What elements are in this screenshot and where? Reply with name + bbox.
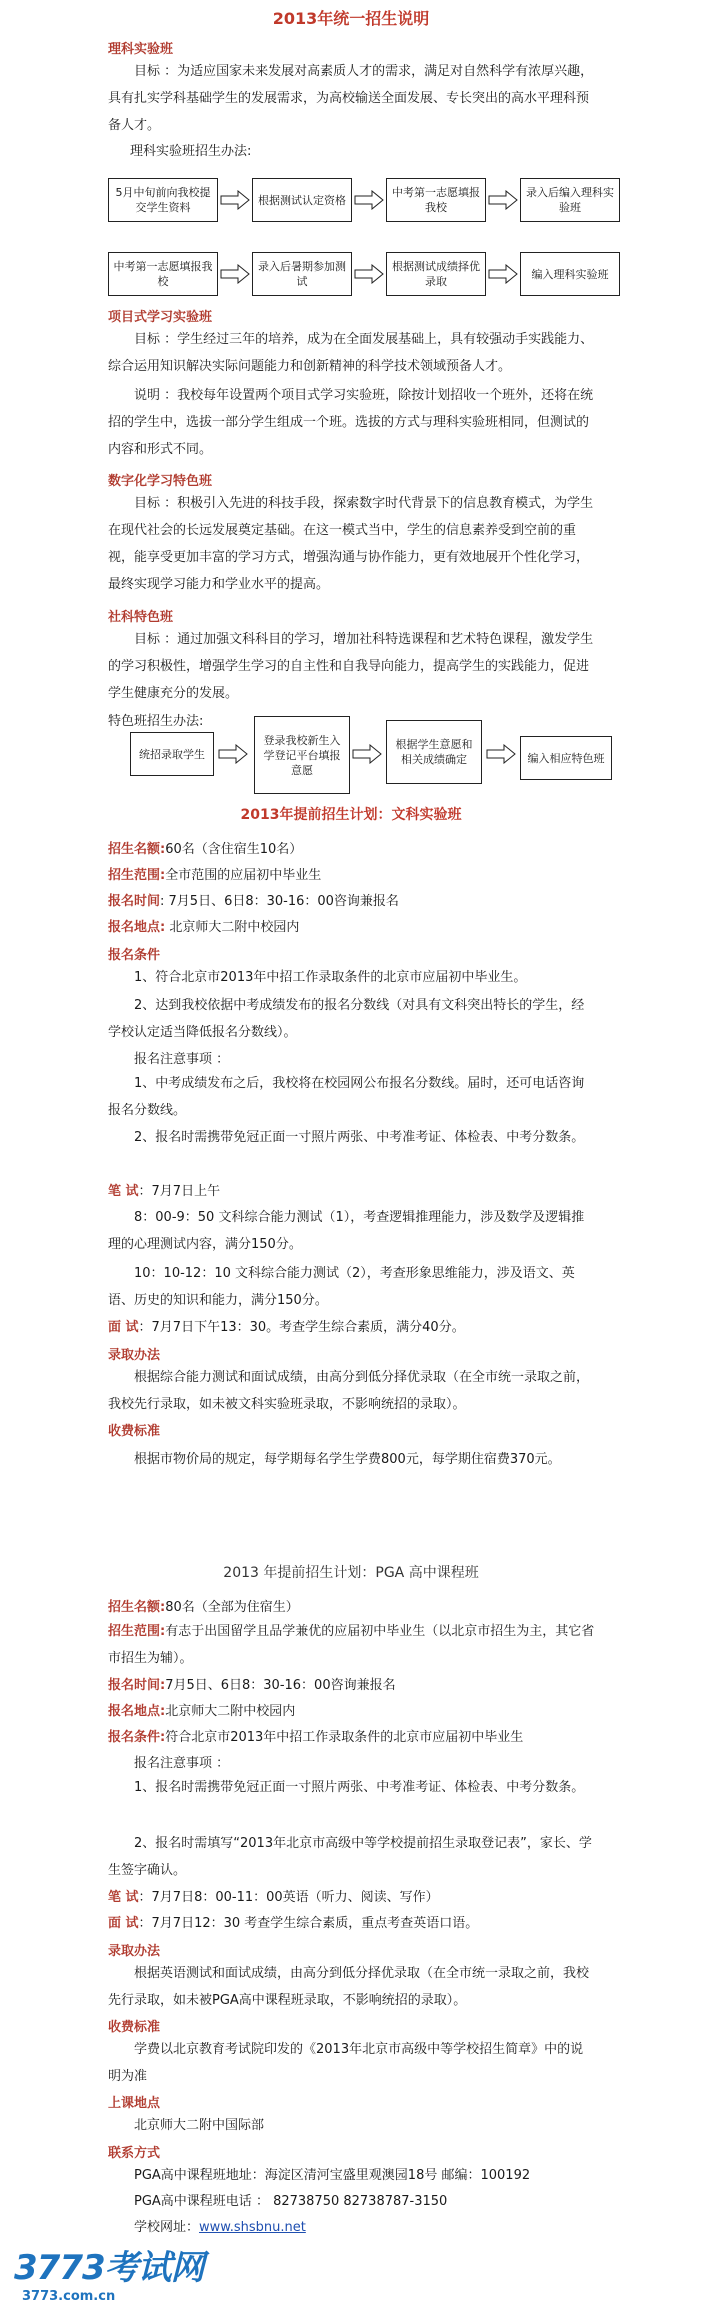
value: 有志于出国留学且品学兼优的应届初中毕业生（以北京市招生为主，其它省市招生为辅）。 [108, 1624, 595, 1666]
flow1-step1: 5月中旬前向我校提交学生资料 [108, 178, 218, 222]
pga-website [134, 2218, 634, 2238]
flow1-step4: 录入后编入理科实验班 [520, 178, 620, 222]
pga-class-place: 北京师大二附中国际部 [134, 2118, 265, 2133]
value: ：7月7日上午 [138, 1184, 221, 1199]
wenke-notes-title: 报名注意事项 ： [134, 1052, 230, 1067]
label: 招生名额: [108, 1600, 166, 1615]
flow2-step1: 中考第一志愿填报我校 [108, 252, 218, 296]
watermark-logo [14, 2240, 274, 2304]
flow3-step4: 编入相应特色班 [520, 736, 612, 780]
wenke-written-2: 10：10-12：10 文科综合能力测试（2），考查形象思维能力，涉及语文、英语、历史的知识和能力，满分150分。 [108, 1266, 575, 1308]
pga-cond [108, 1728, 608, 1748]
wenke-place [108, 918, 608, 938]
label: 招生名额: [108, 842, 166, 857]
value: 符合北京市2013年中招工作录取条件的北京市应届初中毕业生 [165, 1730, 524, 1745]
wenke-fee-label: 收费标准 [108, 1424, 161, 1439]
value: ：7月7日12：30 考查学生综合素质，重点考查英语口语。 [138, 1916, 479, 1931]
pga-fee-label: 收费标准 [108, 2020, 161, 2035]
main-title: 2013年统一招生说明 [272, 9, 430, 28]
flow1-step2: 根据测试认定资格 [252, 178, 352, 222]
value: 北京师大二附中校园内 [165, 920, 300, 935]
pga-notes-title: 报名注意事项 ： [134, 1756, 230, 1771]
pga-phone: PGA高中课程班电话 ： 82738750 82738787-3150 [134, 2194, 448, 2209]
science-goal: 目标 ：为适应国家未来发展对高素质人才的需求，满足对自然科学有浓厚兴趣，具有扎实学科基础学生的发展需求，为高校输送全面发展、专长突出的高水平理科预备人才。 [108, 64, 594, 133]
pga-range [108, 1618, 596, 1672]
label: 招生范围: [108, 1624, 166, 1639]
flow1-step3: 中考第一志愿填报我校 [386, 178, 486, 222]
science-method: 理科实验班招生办法: [130, 144, 252, 159]
flow2-step2: 录入后暑期参加测试 [252, 252, 352, 296]
value: ：7月7日8：00-11：00英语（听力、阅读、写作） [138, 1890, 439, 1905]
wenke-note2: 2、报名时需携带免冠正面一寸照片两张、中考准考证、体检表、中考分数条。 [134, 1130, 585, 1145]
flow3-step2: 登录我校新生入学登记平台填报意愿 [254, 716, 350, 794]
value: : 7月5日、6日8：30-16：00咨询兼报名 [160, 894, 399, 909]
wenke-title: 2013年提前招生计划：文科实验班 [240, 807, 462, 823]
pga-admit-label: 录取办法 [108, 1944, 161, 1959]
section-title-project: 项目式学习实验班 [108, 310, 213, 325]
label: 面 试 [108, 1320, 139, 1335]
wenke-interview [108, 1318, 608, 1338]
website-link[interactable]: www.shsbnu.net [199, 2220, 306, 2235]
project-goal: 目标 ：学生经过三年的培养，成为在全面发展基础上，具有较强动手实践能力、综合运用知识解决实际问题能力和创新精神的科学技术领域预备人才。 [108, 332, 594, 374]
value: 7月5日、6日8：30-16：00咨询兼报名 [165, 1678, 396, 1693]
arts-method: 特色班招生办法: [108, 714, 204, 729]
label: 报名条件: [108, 1730, 166, 1745]
section-title-arts: 社科特色班 [108, 610, 174, 625]
arrow-right-icon [354, 264, 384, 284]
arrow-right-icon [218, 744, 248, 764]
flow3-step1: 统招录取学生 [130, 732, 214, 776]
pga-contact-label: 联系方式 [108, 2146, 161, 2161]
pga-title: 2013 年提前招生计划：PGA 高中课程班 [223, 1565, 479, 1581]
value: 60名（含住宿生10名） [165, 842, 303, 857]
value: 80名（全部为住宿生） [165, 1600, 299, 1615]
arrow-right-icon [220, 190, 250, 210]
section-title-digital: 数字化学习特色班 [108, 474, 213, 489]
wenke-range [108, 866, 608, 886]
pga-address: PGA高中课程班地址：海淀区清河宝盛里观澳园18号 邮编：100192 [134, 2168, 531, 2183]
wenke-written-1: 8：00-9：50 文科综合能力测试（1），考查逻辑推理能力，涉及数学及逻辑推理的心理测试内容，满分150分。 [108, 1210, 585, 1252]
pga-admit: 根据英语测试和面试成绩，由高分到低分择优录取（在全市统一录取之前，我校先行录取，如未被PGA高中课程班录取，不影响统招的录取）。 [108, 1966, 590, 2008]
section-title-science: 理科实验班 [108, 42, 174, 57]
label: 笔 试 [108, 1890, 139, 1905]
label: 报名地点: [108, 920, 166, 935]
value: ：7月7日下午13：30。考查学生综合素质，满分40分。 [138, 1320, 465, 1335]
arrow-right-icon [488, 264, 518, 284]
wenke-admit-label: 录取办法 [108, 1348, 161, 1363]
watermark-url: 3773.com.cn [22, 2289, 116, 2304]
label: 报名时间: [108, 1678, 166, 1693]
wenke-quota [108, 840, 608, 860]
value: 北京师大二附中校园内 [165, 1704, 296, 1719]
wenke-cond-label: 报名条件 [108, 948, 161, 963]
label: 招生范围: [108, 868, 166, 883]
label: 报名地点: [108, 1704, 166, 1719]
pga-class-label: 上课地点 [108, 2096, 161, 2111]
wenke-fee: 根据市物价局的规定，每学期每名学生学费800元，每学期住宿费370元。 [134, 1452, 561, 1467]
wenke-written [108, 1182, 608, 1202]
wenke-admit: 根据综合能力测试和面试成绩，由高分到低分择优录取（在全市统一录取之前，我校先行录取，如未被文科实验班录取，不影响统招的录取）。 [108, 1370, 590, 1412]
wenke-cond2: 2、达到我校依据中考成绩发布的报名分数线（对具有文科突出特长的学生，经学校认定适当降低报名分数线）。 [108, 998, 585, 1040]
project-note: 说明 ：我校每年设置两个项目式学习实验班，除按计划招收一个班外，还将在统招的学生中，选拔一部分学生组成一个班。选拔的方式与理科实验班相同，但测试的内容和形式不同。 [108, 388, 594, 457]
pga-quota [108, 1598, 608, 1618]
value: 全市范围的应届初中毕业生 [165, 868, 322, 883]
arrow-right-icon [354, 190, 384, 210]
label: 报名时间 [108, 894, 161, 909]
pga-place [108, 1702, 608, 1722]
digital-goal: 目标 ：积极引入先进的科技手段，探索数字时代背景下的信息教育模式，为学生在现代社会的长远发展奠定基础。在这一模式当中，学生的信息素养受到空前的重视，能享受更加丰富的学习方式，增强沟通与协作能力，更有效地展开个性化学习，最终实现学习能力和学业水平的提高。 [108, 496, 594, 592]
flow2-step4: 编入理科实验班 [520, 252, 620, 296]
arrow-right-icon [220, 264, 250, 284]
watermark-logo-text: 3773考试网 [14, 2248, 204, 2288]
arrow-right-icon [486, 744, 516, 764]
pga-fee: 学费以北京教育考试院印发的《2013年北京市高级中等学校招生简章》中的说明为准 [108, 2042, 584, 2084]
arrow-right-icon [488, 190, 518, 210]
pga-note2: 2、报名时需填写“2013年北京市高级中等学校提前招生录取登记表”，家长、学生签字确认。 [108, 1836, 592, 1878]
wenke-cond1: 1、符合北京市2013年中招工作录取条件的北京市应届初中毕业生。 [134, 970, 527, 985]
label: 学校网址： [134, 2220, 200, 2235]
label: 笔 试 [108, 1184, 139, 1199]
pga-note1: 1、报名时需携带免冠正面一寸照片两张、中考准考证、体检表、中考分数条。 [134, 1780, 585, 1795]
arts-goal: 目标 ：通过加强文科科目的学习，增加社科特选课程和艺术特色课程，激发学生的学习积极性，增强学生学习的自主性和自我导向能力，提高学生的实践能力，促进学生健康充分的发展。 [108, 632, 594, 701]
pga-interview [108, 1914, 608, 1934]
wenke-time [108, 892, 608, 912]
wenke-note1: 1、中考成绩发布之后，我校将在校园网公布报名分数线。届时，还可电话咨询报名分数线。 [108, 1076, 585, 1118]
arrow-right-icon [352, 744, 382, 764]
flow3-step3: 根据学生意愿和相关成绩确定 [386, 720, 482, 784]
pga-time [108, 1676, 608, 1696]
label: 面 试 [108, 1916, 139, 1931]
flow2-step3: 根据测试成绩择优录取 [386, 252, 486, 296]
pga-written [108, 1888, 608, 1908]
